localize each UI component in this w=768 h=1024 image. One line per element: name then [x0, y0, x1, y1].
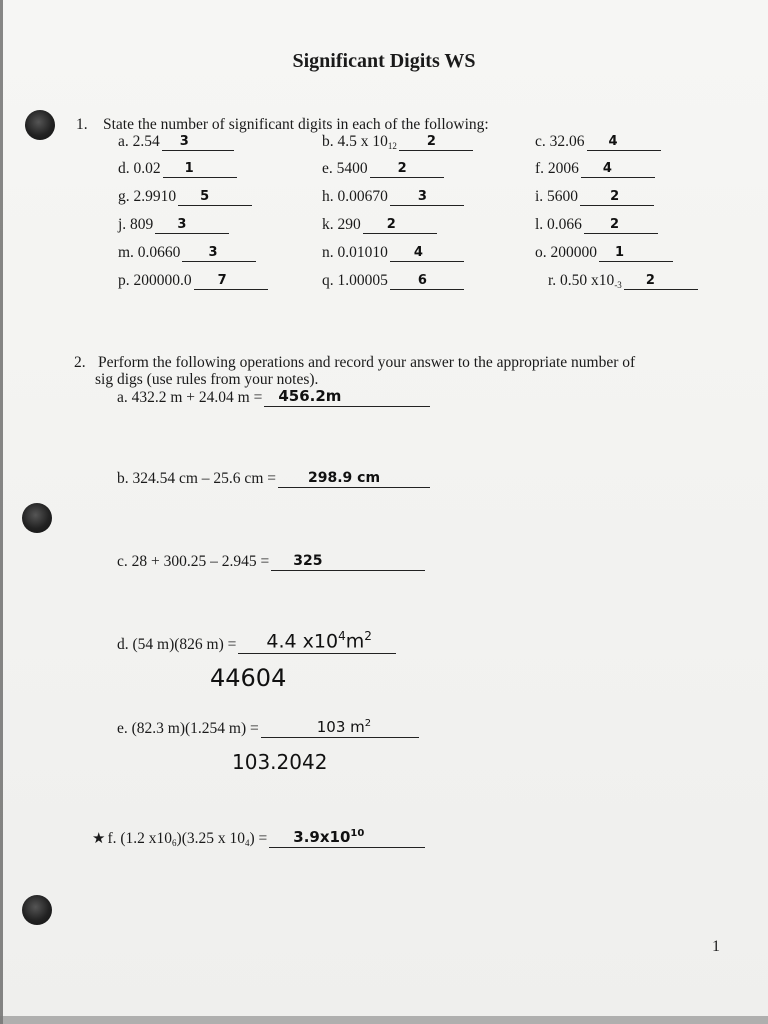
answer-blank: [390, 244, 464, 262]
handwritten-answer: 4: [413, 245, 423, 260]
answer-blank: [390, 188, 464, 206]
q2-part: [117, 553, 425, 571]
question-number: 2.: [74, 354, 86, 371]
part-label: )(3.25 x 10: [176, 830, 245, 847]
handwritten-answer: [266, 629, 371, 652]
item-label: d. 0.02: [118, 160, 161, 177]
page-bottom-shadow: [0, 1016, 768, 1024]
q2-part: [117, 470, 430, 488]
item-label: b. 4.5 x 10: [322, 133, 388, 150]
part-label: b. 324.54 cm – 25.6 cm =: [117, 470, 276, 487]
answer-value: 103 m: [316, 718, 365, 736]
binder-hole-icon: [22, 503, 52, 533]
handwritten-answer: 456.2m: [278, 387, 342, 405]
answer-blank: [624, 272, 698, 290]
q1-item: [535, 244, 673, 262]
q1-item: [118, 188, 252, 206]
question-number: 1.: [76, 116, 88, 133]
q1-item: [548, 272, 698, 290]
answer-blank: [238, 628, 396, 654]
q1-item: [322, 133, 473, 151]
star-icon: ★: [92, 831, 106, 847]
answer-unit: m: [345, 630, 365, 652]
question-prompt: State the number of significant digits in each of the following:: [103, 116, 489, 133]
part-label: d. (54 m)(826 m) =: [117, 636, 237, 653]
question-prompt: Perform the following operations and record your answer to the appropriate number of: [98, 354, 636, 371]
handwritten-answer: 3: [179, 134, 189, 149]
unit-exponent: 2: [364, 628, 372, 643]
page-title: Significant Digits WS: [292, 50, 476, 72]
answer-mantissa: 3.9x10: [293, 828, 351, 846]
answer-blank: [370, 160, 444, 178]
item-label: c. 32.06: [535, 133, 585, 150]
answer-blank: [261, 720, 419, 738]
handwritten-answer: 325: [293, 553, 323, 569]
q2-part: [117, 628, 396, 654]
handwritten-answer: 4: [602, 161, 612, 176]
binder-hole-icon: [22, 895, 52, 925]
part-label: a. 432.2 m + 24.04 m =: [117, 389, 263, 406]
answer-blank: [178, 188, 252, 206]
answer-blank: [581, 160, 655, 178]
answer-blank: [162, 133, 234, 151]
item-label: m. 0.0660: [118, 244, 181, 261]
answer-blank: [194, 272, 268, 290]
page-edge-shadow: [0, 0, 3, 1024]
q1-item: [322, 272, 464, 290]
answer-blank: [271, 553, 425, 571]
handwritten-answer: 1: [184, 161, 194, 176]
item-label: q. 1.00005: [322, 272, 388, 289]
handwritten-answer: [317, 718, 371, 736]
answer-exponent: 10: [350, 828, 365, 839]
q1-item: [118, 133, 234, 151]
q1-item: [535, 133, 661, 151]
item-label: g. 2.9910: [118, 188, 177, 205]
item-label: n. 0.01010: [322, 244, 388, 261]
item-label: i. 5600: [535, 188, 579, 205]
answer-blank: [390, 272, 464, 290]
q1-item: [535, 188, 654, 206]
q1-item: [322, 216, 437, 234]
q2-part: [92, 829, 425, 848]
answer-exponent: 2: [364, 718, 372, 729]
part-label: ) =: [249, 830, 268, 847]
answer-blank: [399, 133, 473, 151]
handwritten-answer: 298.9 cm: [308, 470, 381, 486]
exponent: 6: [172, 838, 177, 848]
question-prompt-continued: sig digs (use rules from your notes).: [95, 371, 319, 388]
part-label: e. (82.3 m)(1.254 m) =: [117, 720, 259, 737]
handwritten-answer: 2: [397, 161, 407, 176]
item-label: k. 290: [322, 216, 361, 233]
handwritten-answer: 2: [610, 189, 620, 204]
q1-item: [118, 272, 268, 290]
answer-blank: [264, 389, 430, 407]
q1-item: [535, 160, 655, 178]
item-label: f. 2006: [535, 160, 579, 177]
item-label: l. 0.066: [535, 216, 582, 233]
answer-blank: [580, 188, 654, 206]
handwritten-answer: 3: [417, 189, 427, 204]
answer-blank: [599, 244, 673, 262]
answer-mantissa: 4.4 x10: [266, 630, 339, 652]
handwritten-answer: 6: [417, 273, 427, 288]
answer-blank: [278, 470, 430, 488]
part-label: f. (1.2 x10: [107, 830, 173, 847]
handwritten-answer: 1: [615, 245, 625, 260]
handwritten-answer: 3: [208, 245, 218, 260]
handwritten-answer: 7: [217, 273, 227, 288]
binder-hole-icon: [25, 110, 55, 140]
q1-item: [535, 216, 658, 234]
answer-exponent: 4: [338, 628, 346, 643]
q2-part: [117, 389, 430, 407]
handwritten-work: 103.2042: [232, 750, 328, 774]
q2-part: [117, 720, 419, 738]
part-label: c. 28 + 300.25 – 2.945 =: [117, 553, 270, 570]
handwritten-answer: 2: [609, 217, 619, 232]
handwritten-answer: 4: [608, 134, 618, 149]
item-label: o. 200000: [535, 244, 597, 261]
q1-item: [322, 244, 464, 262]
page-number: 1: [712, 938, 720, 955]
exponent: 12: [387, 141, 397, 151]
q1-item: [322, 160, 444, 178]
item-label: j. 809: [118, 216, 154, 233]
q1-item: [322, 188, 464, 206]
q1-item: [118, 160, 237, 178]
answer-blank: [269, 830, 425, 848]
answer-blank: [584, 216, 658, 234]
item-label: h. 0.00670: [322, 188, 388, 205]
handwritten-answer: 2: [645, 273, 655, 288]
answer-blank: [155, 216, 229, 234]
handwritten-answer: 2: [386, 217, 396, 232]
handwritten-answer: 2: [426, 134, 436, 149]
item-label: e. 5400: [322, 160, 368, 177]
handwritten-answer: 3: [177, 217, 187, 232]
answer-blank: [363, 216, 437, 234]
q1-item: [118, 244, 256, 262]
answer-blank: [182, 244, 256, 262]
handwritten-answer: 5: [200, 189, 210, 204]
handwritten-work: 44604: [210, 664, 287, 692]
handwritten-answer: [293, 828, 364, 846]
answer-blank: [587, 133, 661, 151]
answer-blank: [163, 160, 237, 178]
item-label: r. 0.50 x10: [548, 272, 615, 289]
exponent: 4: [244, 838, 250, 848]
exponent: -3: [614, 280, 622, 290]
q1-item: [118, 216, 229, 234]
item-label: p. 200000.0: [118, 272, 192, 289]
item-label: a. 2.54: [118, 133, 160, 150]
